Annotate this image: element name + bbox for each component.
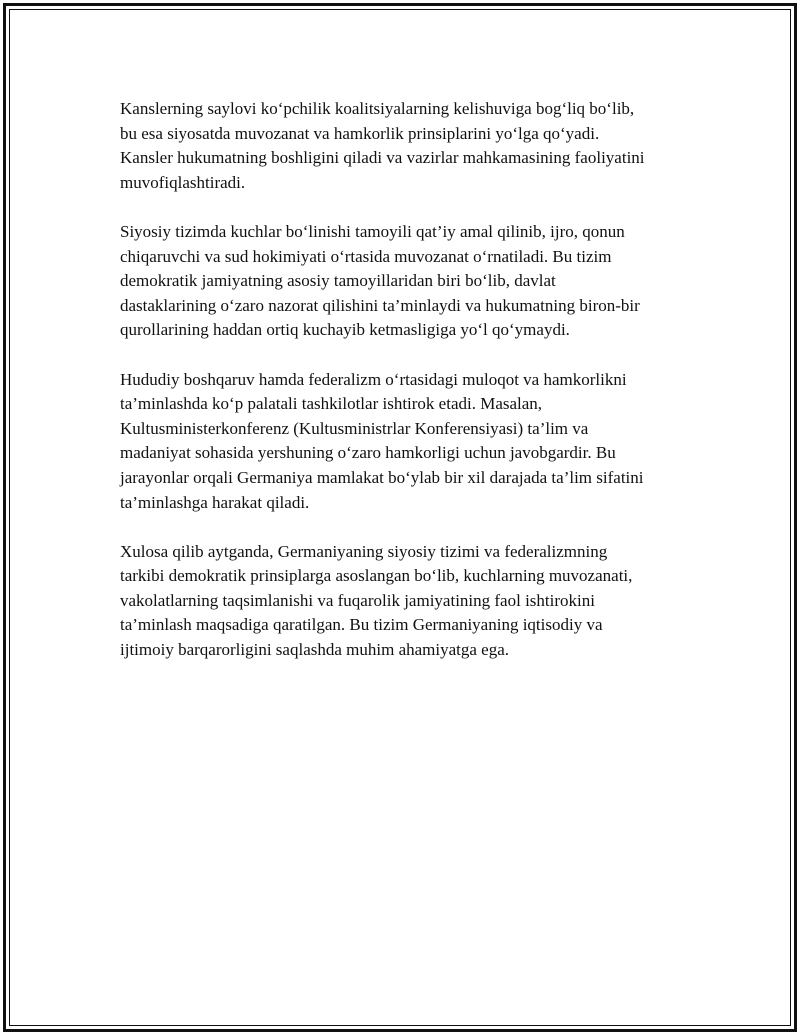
document-body bbox=[120, 97, 700, 687]
paragraph-2: Siyosiy tizimda kuchlar bo‘linishi tamoyili qat’iy amal qilinib, ijro, qonun chiqaruvchi va sud hokimiyati o‘rtasida muvozanat o‘rnatiladi. Bu tizim demokratik jamiyatning asosiy tamoyillaridan biri bo‘lib, davlat dastaklarining o‘zaro nazorat qilishini ta’minlaydi va hukumatning biron-bir qurollarining haddan ortiq kuchayib ketmasligiga yo‘l qo‘ymaydi. bbox=[120, 221, 640, 340]
page-border bbox=[3, 3, 797, 1032]
paragraph-4: Xulosa qilib aytganda, Germaniyaning siyosiy tizimi va federalizmning tarkibi demokratik prinsiplarga asoslangan bo‘lib, kuchlarning muvozanati, vakolatlarning taqsimlanishi va fuqarolik jamiyatining faol ishtirokini ta’minlash maqsadiga qaratilgan. Bu tizim Germaniyaning iqtisodiy va ijtimoiy barqarorligini saqlashda muhim ahamiyatga ega. bbox=[120, 541, 633, 660]
paragraph-3: Hududiy boshqaruv hamda federalizm o‘rtasidagi muloqot va hamkorlikni ta’minlashda ko‘p palatali tashkilotlar ishtirok etadi. Masalan, Kultusministerkonferenz (Kultusministrlar Konferensiyasi) ta’lim va madaniyat sohasida yershuning o‘zaro hamkorligi uchun javobgardir. Bu jarayonlar orqali Germaniya mamlakat bo‘ylab bir xil darajada ta’lim sifatini ta’minlashga harakat qiladi. bbox=[120, 369, 644, 512]
paragraph-1: Kanslerning saylovi ko‘pchilik koalitsiyalarning kelishuviga bog‘liq bo‘lib, bu esa siyosatda muvozanat va hamkorlik prinsiplarini yo‘lga qo‘yadi. Kansler hukumatning boshligini qiladi va vazirlar mahkamasining faoliyatini muvofiqlashtiradi. bbox=[120, 99, 645, 192]
